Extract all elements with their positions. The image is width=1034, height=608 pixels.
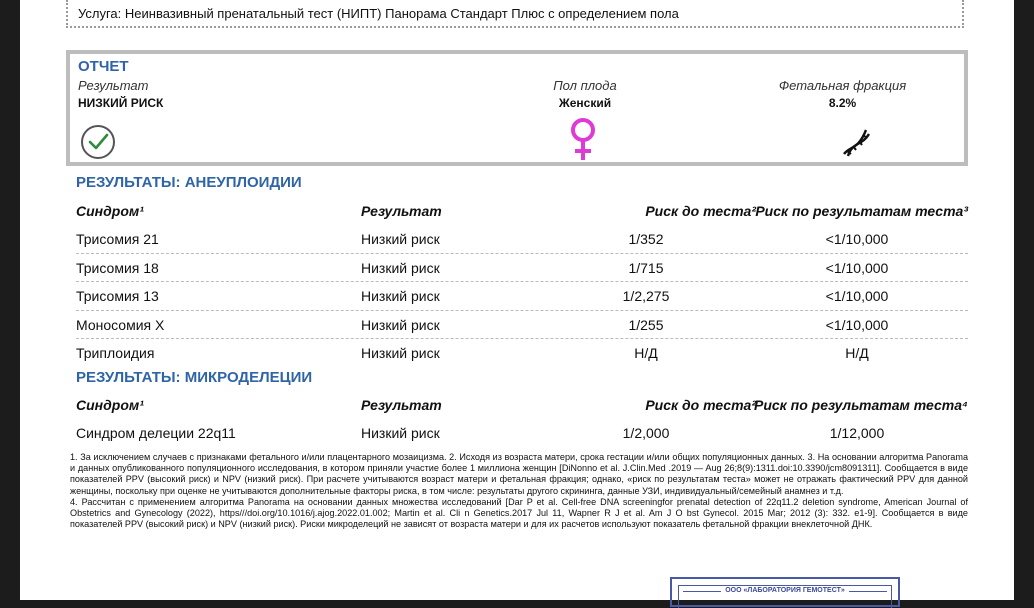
- fraction-value: 8.2%: [828, 96, 857, 110]
- result-cell: Низкий риск: [361, 316, 440, 333]
- report-box: [66, 50, 968, 166]
- aneuploidy-title: РЕЗУЛЬТАТЫ: АНЕУПЛОИДИИ: [76, 174, 302, 191]
- table-row: [76, 254, 968, 283]
- sex-column: [550, 78, 620, 110]
- risk-after-cell: <1/10,000: [825, 259, 889, 276]
- risk-after-cell: <1/10,000: [825, 231, 889, 247]
- risk-before-cell: 1/255: [628, 316, 664, 333]
- col-syndrome: Синдром¹: [76, 203, 144, 219]
- dna-icon: [838, 124, 874, 160]
- risk-before-cell: 1/2,275: [622, 288, 670, 304]
- footnote-4: 4. Рассчитан с применением алгоритма Panorama на основании данных множества исследований [Dar P et al. Cell-free DNA screeningfor prenatal detection of 22q11.2 deletion syndrome, American Journal of Obstetrics and Gynecology (2022), https///doi.org/10.1016/j.ajog.2022.01.002; Martin et al. Cli n Genetics.2017 Jul 11, Wapner R J et al. Am J O bst Gynecol. 2015 Mar; 2012 (3): 332. e1-9]. Сообщается в виде показателей PPV (высокий риск) и NPV (низкий риск). Риски микроделеций не зависят от возраста матери и для их расчетов используют показатель фетальной фракции внеклеточной ДНК.: [70, 496, 968, 530]
- result-cell: Низкий риск: [361, 288, 440, 304]
- document-page: [20, 0, 1014, 600]
- sex-value: Женский: [558, 96, 612, 110]
- risk-after-cell: <1/10,000: [825, 316, 889, 333]
- table-header: [76, 197, 968, 225]
- col-risk-before: Риск до теста²: [645, 203, 756, 219]
- table-header: [76, 391, 968, 419]
- syndrome-cell: Трисомия 21: [76, 231, 159, 247]
- venus-icon: [565, 116, 601, 162]
- risk-after-cell: <1/10,000: [825, 288, 889, 304]
- footnote-1-3: 1. За исключением случаев с признаками фетального и/или плацентарного мозаицизма. 2. Исходя из возраста матери, срока гестации и/или общих популяционных данных. 3. На основании алгоритма Panorama и данных опубликованного популяционного исследования, в котором приняли участие более 1 миллиона женщин [DiNonno et al. J.Clin.Med .2019 — Aug 26;8(9):1311.doi:10.3390/jcm8091311]. Сообщается в виде показателей PPV (высокий риск) и NPV (низкий риск). При расчете учитываются возраст матери и фетальная фракция; однако, «риск по результатам теста» может не отражать фактический PPV для данной женщины, поскольку при оценке не учитываются дополнительные факторы риска, в том числе: результаты другого скрининга, данные УЗИ, индивидуальный/семейный анамнез и т.д.: [70, 452, 968, 496]
- report-title: ОТЧЕТ: [78, 58, 129, 75]
- table-row: [76, 339, 968, 368]
- sex-label: Пол плода: [553, 78, 617, 93]
- table-row: [76, 282, 968, 311]
- col-risk-before: Риск до теста²: [645, 397, 756, 413]
- col-result: Результат: [361, 203, 442, 219]
- syndrome-cell: Трисомия 13: [76, 288, 159, 304]
- col-syndrome: Синдром¹: [76, 397, 144, 413]
- syndrome-cell: Моносомия X: [76, 316, 165, 333]
- col-result: Результат: [361, 397, 442, 413]
- syndrome-cell: Синдром делеции 22q11: [76, 425, 236, 441]
- result-cell: Низкий риск: [361, 259, 440, 276]
- stamp-text: ООО «ЛАБОРАТОРИЯ ГЕМОТЕСТ»: [678, 585, 892, 608]
- result-cell: Низкий риск: [361, 231, 440, 247]
- table-row: [76, 225, 968, 254]
- microdeletion-title: РЕЗУЛЬТАТЫ: МИКРОДЕЛЕЦИИ: [76, 369, 313, 386]
- fraction-column: [775, 78, 910, 110]
- aneuploidy-table: [76, 197, 968, 368]
- risk-after-cell: Н/Д: [845, 345, 869, 361]
- syndrome-cell: Триплоидия: [76, 345, 155, 361]
- result-cell: Низкий риск: [361, 425, 440, 441]
- syndrome-cell: Трисомия 18: [76, 259, 159, 276]
- result-value: НИЗКИЙ РИСК: [78, 96, 164, 110]
- table-row: [76, 311, 968, 340]
- result-label: Результат: [78, 78, 149, 93]
- risk-before-cell: 1/2,000: [622, 425, 670, 441]
- result-column: [78, 78, 163, 110]
- result-cell: Низкий риск: [361, 345, 440, 361]
- risk-before-cell: 1/715: [628, 259, 664, 276]
- footnotes: [70, 452, 968, 530]
- lab-stamp: [670, 577, 900, 607]
- risk-after-cell: 1/12,000: [829, 425, 885, 441]
- check-circle-icon: [80, 124, 116, 160]
- microdeletion-table: [76, 391, 968, 448]
- fraction-label: Фетальная фракция: [778, 78, 907, 93]
- table-row: [76, 419, 968, 448]
- col-risk-after: Риск по результатам теста³: [755, 203, 968, 219]
- col-risk-after: Риск по результатам теста⁴: [754, 397, 968, 413]
- risk-before-cell: 1/352: [628, 231, 664, 247]
- risk-before-cell: Н/Д: [634, 345, 658, 361]
- service-line: Услуга: Неинвазивный пренатальный тест (НИПТ) Панорама Стандарт Плюс с определением пола: [66, 0, 964, 28]
